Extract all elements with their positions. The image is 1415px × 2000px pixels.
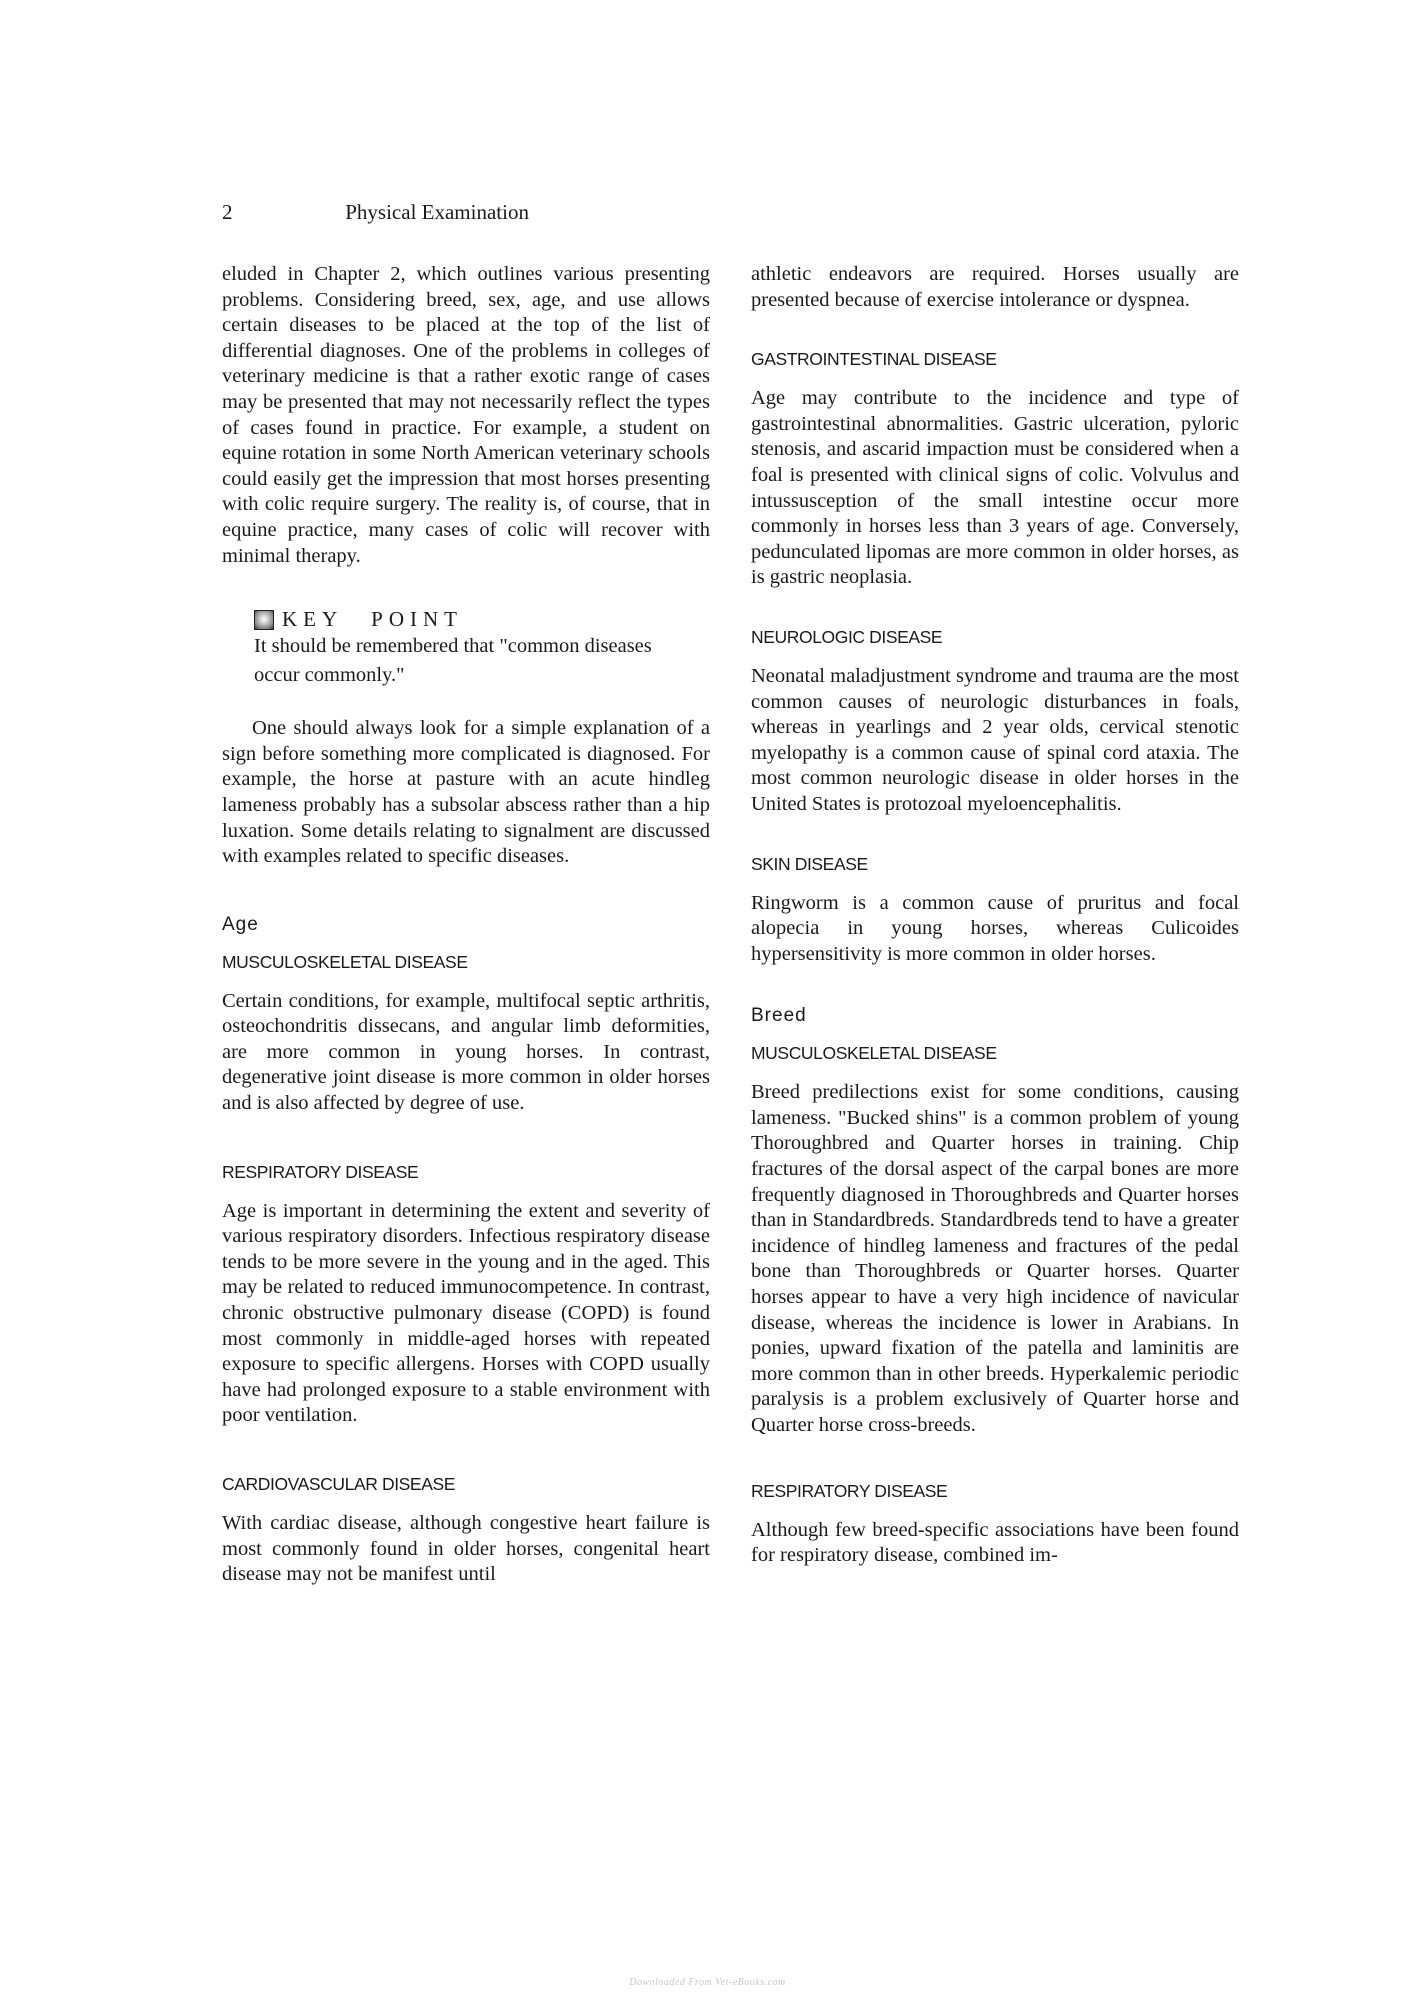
paragraph-athletic-continued: athletic endeavors are required. Horses usually are presented because of exercise intolerance or dyspnea. [751,263,1239,311]
paragraph-musculoskeletal-breed: Breed predilections exist for some conditions, causing lameness. "Bucked shins" is a common problem of young Thoroughbred and Quarter horses in training. Chip fractures of the dorsal aspect of the carpal bones are more frequently diagnosed in Thoroughbreds and Quarter horses than in Standardbreds. Standardbreds tend to have a greater incidence of hindleg lameness and fractures of the pedal bone than Thoroughbreds or Quarter horses. Quarter horses appear to have a very high incidence of navicular disease, whereas the incidence is lower in Arabians. In ponies, upward fixation of the patella and laminitis are more common than in other breeds. Hyperkalemic periodic paralysis is a problem exclusively of Quarter horse and Quarter horse cross-breeds. [751,1081,1239,1436]
key-point-text: It should be remembered that "common diseases occur commonly." [254,635,652,687]
paragraph-neurologic: Neonatal maladjustment syndrome and trauma are the most common causes of neurologic disturbances in foals, whereas in yearlings and 2 year olds, cervical stenotic myelopathy is a common cause of spinal cord ataxia. The most common neurologic disease in older horses in the United States is protozoal myeloencephalitis. [751,664,1239,815]
subheading-musculoskeletal-age: MUSCULOSKELETAL DISEASE [222,951,468,972]
running-header [222,200,529,225]
subheading-respiratory-age: RESPIRATORY DISEASE [222,1161,419,1182]
key-point-box [254,607,710,690]
subheading-musculoskeletal-breed: MUSCULOSKELETAL DISEASE [751,1043,997,1064]
running-title: Physical Examination [345,200,529,224]
subheading-respiratory-breed: RESPIRATORY DISEASE [751,1480,948,1501]
section-heading-age: Age [222,913,259,935]
key-point-heading [254,607,710,632]
key-point-word-point: POINT [371,607,464,632]
subheading-cardiovascular-age: CARDIOVASCULAR DISEASE [222,1474,456,1494]
paragraph-respiratory-age: Age is important in determining the extent and severity of various respiratory disorders. Infectious respiratory disease tends to be more severe in the young and in the aged. This may be related to reduced immunocompetence. In contrast, chronic obstructive pulmonary disease (COPD) is found most commonly in middle-aged horses with repeated exposure to specific allergens. Horses with COPD usually have had prolonged exposure to a stable environment with poor ventilation. [222,1199,710,1427]
subheading-neurologic: NEUROLOGIC DISEASE [751,626,943,647]
right-column [751,262,1239,1569]
paragraph-skin: Ringworm is a common cause of pruritus and focal alopecia in young horses, whereas Culicoides hypersensitivity is more common in older horses. [751,891,1239,965]
page-number: 2 [222,200,233,224]
paragraph-intro-continued: eluded in Chapter 2, which outlines various presenting problems. Considering breed, sex, age, and use allows certain diseases to be placed at the top of the list of differential diagnoses. One of the problems in colleges of veterinary medicine is that a rather exotic range of cases may be presented that may not necessarily reflect the types of cases found in practice. For example, a student on equine rotation in some North American veterinary schools could easily get the impression that most horses presenting with colic require surgery. The reality is, of course, that in equine practice, many cases of colic will recover with minimal therapy. [222,263,710,567]
paragraph-simple-explanation: One should always look for a simple explanation of a sign before something more complicated is diagnosed. For example, the horse at pasture with an acute hindleg lameness probably has a subsolar abscess rather than a hip luxation. Some details relating to signalment are discussed with examples related to specific diseases. [222,717,710,868]
paragraph-musculoskeletal-age: Certain conditions, for example, multifocal septic arthritis, osteochondritis dissecans, and angular limb deformities, are more common in young horses. In contrast, degenerative joint disease is more common in older horses and is also affected by degree of use. [222,989,710,1115]
key-point-icon [254,610,274,630]
paragraph-cardiovascular-age: With cardiac disease, although congestive heart failure is most commonly found in older horses, congenital heart disease may not be manifest until [222,1512,710,1586]
key-point-word-key: KEY [282,607,344,632]
left-column [222,262,710,1588]
download-watermark: Downloaded From Vet-eBooks.com [629,1977,786,1988]
paragraph-gastrointestinal: Age may contribute to the incidence and type of gastrointestinal abnormalities. Gastric ulceration, pyloric stenosis, and ascarid impaction must be considered when a foal is presented with clinical signs of colic. Volvulus and intussusception of the small intestine occur more commonly in horses less than 3 years of age. Conversely, pedunculated lipomas are more common in older horses, as is gastric neoplasia. [751,387,1239,589]
paragraph-respiratory-breed: Although few breed-specific associations have been found for respiratory disease, combined im- [751,1518,1239,1567]
section-heading-breed: Breed [751,1005,807,1027]
subheading-skin: SKIN DISEASE [751,853,868,874]
subheading-gastrointestinal: GASTROINTESTINAL DISEASE [751,349,997,370]
